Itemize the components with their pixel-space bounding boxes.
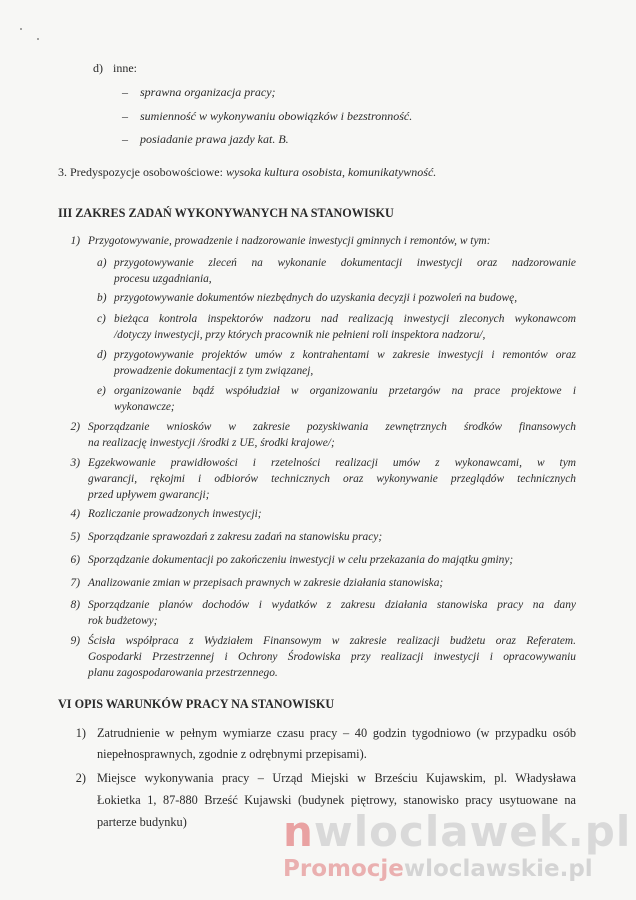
- predyspozycje: [58, 164, 436, 181]
- item-number: 1): [70, 235, 80, 247]
- item-text: na realizację inwestycji /środki z UE, środki krajowe/;: [88, 437, 335, 449]
- item-text: Sporządzanie dokumentacji po zakończeniu inwestycji w celu przekazania do majątku gminy;: [88, 554, 514, 566]
- item-text: Przygotowywanie, prowadzenie i nadzorowanie inwestycji gminnych i remontów, w tym:: [88, 235, 491, 247]
- item-text: Analizowanie zmian w przepisach prawnych w zakresie działania stanowiska;: [88, 577, 444, 589]
- watermark-logo-wloclawek: nwloclawek.pl: [283, 807, 632, 856]
- item-text: przed upływem gwarancji;: [88, 489, 210, 501]
- sub-letter: e): [97, 385, 106, 397]
- sub-text: przygotowywanie dokumentów niezbędnych do uzyskania decyzji i pozwoleń na budowę,: [114, 292, 518, 304]
- watermark-logo-promocje: Promocjewloclawskie.pl: [283, 856, 593, 882]
- sub-text: procesu uzgadniania,: [114, 273, 212, 285]
- sub-text: przygotowywanie zleceń na wykonanie dokumentacji inwestycji oraz nadzorowanie: [114, 257, 576, 269]
- sub-text: przygotowywanie projektów umów z kontrahentami w zakresie inwestycji i remontów oraz: [114, 349, 576, 361]
- item-text: parterze budynku): [97, 815, 187, 829]
- item-number: 6): [70, 554, 80, 566]
- item-number: 5): [70, 531, 80, 543]
- inne-title: inne:: [113, 61, 137, 75]
- inne-item: sprawna organizacja pracy;: [140, 85, 276, 99]
- sub-text: bieżąca kontrola inspektorów nadzoru nad realizacją inwestycji zleconych wykonawcom: [114, 313, 576, 325]
- inne-item: sumienność w wykonywaniu obowiązków i bezstronność.: [140, 109, 413, 123]
- sub-letter: d): [97, 349, 107, 361]
- item-number: 4): [70, 508, 80, 520]
- item-text: Egzekwowanie prawidłowości i rzetelności realizacji umów z wykonawcami, w tym: [88, 457, 576, 469]
- sub-letter: b): [97, 292, 107, 304]
- item-number: 8): [70, 599, 80, 611]
- item-text: Zatrudnienie w pełnym wymiarze czasu pracy – 40 godzin tygodniowo (w przypadku osób: [97, 726, 576, 740]
- sub-text: prowadzenie dokumentacji z tym związanej,: [114, 365, 314, 377]
- item-text: Sporządzanie planów dochodów i wydatków z zakresu działania stanowiska pracy na dany: [88, 599, 576, 611]
- item-number: 2): [75, 771, 86, 785]
- inne-item: posiadanie prawa jazdy kat. B.: [140, 132, 289, 146]
- item-text: gwarancji, rękojmi i odbiorów technicznych oraz wykonywanie przeglądów technicznych: [88, 473, 576, 485]
- scan-speck: [20, 28, 22, 30]
- item-text: planu zagospodarowania przestrzennego.: [88, 667, 278, 679]
- item-text: Sporządzanie wniosków w zakresie pozyskiwania zewnętrznych środków finansowych: [88, 421, 576, 433]
- sub-text: /dotyczy inwestycji, przy których pracownik nie pełnieni roli inspektora nadzoru/,: [114, 329, 486, 341]
- item-text: Rozliczanie prowadzonych inwestycji;: [88, 508, 262, 520]
- item-text: rok budżetowy;: [88, 615, 158, 627]
- sub-letter: c): [97, 313, 106, 325]
- item-number: 7): [70, 577, 80, 589]
- item-number: 9): [70, 635, 80, 647]
- item-number: 2): [70, 421, 80, 433]
- item-text: Ścisła współpraca z Wydziałem Finansowym w zakresie realizacji budżetu oraz Referatem.: [88, 635, 576, 647]
- item-text: Sporządzanie sprawozdań z zakresu zadań na stanowisku pracy;: [88, 531, 383, 543]
- item-text: Łokietka 1, 87-880 Brześć Kujawski (budynek piętrowy, stanowisko pracy usytuowane na: [97, 793, 576, 807]
- item-text: Miejsce wykonywania pracy – Urząd Miejski w Brześciu Kujawskim, pl. Władysława: [97, 771, 576, 785]
- dash-bullet: –: [122, 132, 128, 146]
- inne-label: d): [93, 61, 103, 75]
- item-number: 1): [75, 726, 86, 740]
- dash-bullet: –: [122, 109, 128, 123]
- item-number: 3): [70, 457, 80, 469]
- sub-letter: a): [97, 257, 107, 269]
- sub-text: wykonawcze;: [114, 401, 175, 413]
- sub-text: organizowanie bądź współudział w organizowaniu przetargów na prace projektowe i: [114, 385, 576, 397]
- predyspozycje-lead: 3. Predyspozycje osobowościowe:: [58, 165, 223, 179]
- scan-speck: [37, 38, 39, 40]
- dash-bullet: –: [122, 85, 128, 99]
- predyspozycje-value: wysoka kultura osobista, komunikatywność.: [225, 165, 437, 179]
- item-text: Gospodarki Przestrzennej i Ochrony Środowiska przy realizacji inwestycji i opracowywaniu: [88, 651, 576, 663]
- section-6-title: VI OPIS WARUNKÓW PRACY NA STANOWISKU: [58, 697, 335, 711]
- section-3-title: III ZAKRES ZADAŃ WYKONYWANYCH NA STANOWISKU: [58, 206, 394, 220]
- item-text: niepełnosprawnych, zgodnie z odrębnymi przepisami).: [97, 747, 367, 761]
